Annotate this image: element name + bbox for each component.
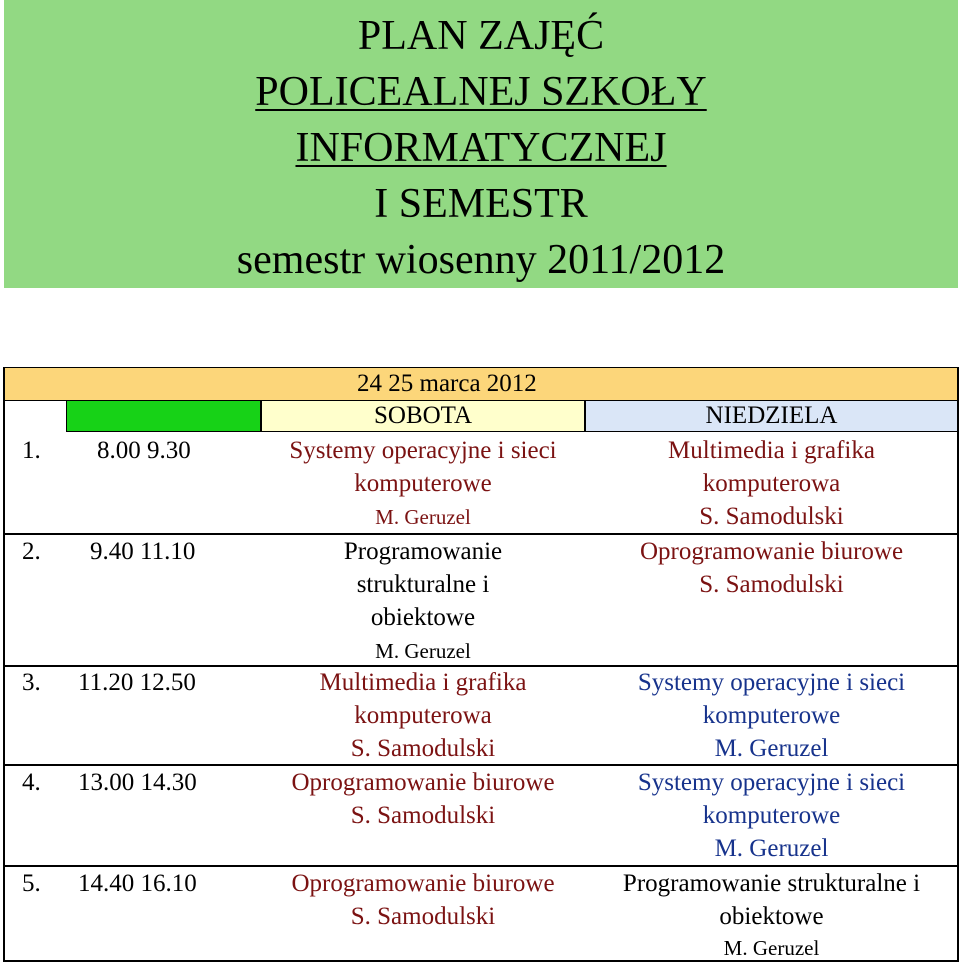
row-number: 2. [22,538,41,565]
saturday-subject: Programowanie [343,538,503,565]
sunday-teacher: M. Geruzel [714,835,829,862]
saturday-subject-cont: komputerowe [354,470,492,497]
sunday-subject: Programowanie strukturalne i [622,870,921,897]
row-number: 3. [22,669,41,696]
header-saturday: SOBOTA [373,402,472,429]
row-time: 14.40 16.10 [78,870,197,897]
row-time: 11.20 12.50 [78,669,196,696]
saturday-subject: Oprogramowanie biurowe [291,870,555,897]
row-time: 9.40 11.10 [90,538,196,565]
sunday-subject-cont: komputerowa [702,470,841,497]
saturday-teacher: M. Geruzel [375,639,471,663]
date-text: 24 25 marca 2012 [357,370,537,397]
table-left-border [3,367,5,962]
saturday-subject: Systemy operacyjne i sieci [289,437,557,464]
saturday-subject-cont: obiektowe [370,604,476,631]
title-line-4: I SEMESTR [374,181,588,227]
title-line-2-text: POLICEALNEJ SZKOŁY [255,69,707,115]
title-block [4,0,958,288]
header-green-cell [66,400,261,432]
title-line-2 [4,64,958,120]
sunday-subject-cont: komputerowe [702,702,841,729]
sunday-subject: Systemy operacyjne i sieci [637,669,906,696]
row-divider-1 [3,533,958,535]
row-number: 1. [22,437,41,464]
row-number: 4. [22,769,41,796]
sunday-subject: Multimedia i grafika [668,437,875,464]
sunday-subject: Systemy operacyjne i sieci [637,769,906,796]
saturday-subject: Oprogramowanie biurowe [291,769,555,796]
title-line-3 [4,120,958,176]
row-time: 13.00 14.30 [78,769,197,796]
row-time: 8.00 9.30 [97,437,191,464]
saturday-teacher: S. Samodulski [350,903,496,930]
sunday-subject-cont: obiektowe [719,903,824,930]
sunday-subject-cont: komputerowe [702,802,841,829]
saturday-subject-cont: strukturalne i [356,571,490,598]
saturday-teacher: S. Samodulski [350,802,496,829]
sunday-teacher: S. Samodulski [699,503,844,530]
header-sunday: NIEDZIELA [705,402,838,429]
sunday-teacher: M. Geruzel [723,936,820,960]
sunday-teacher: M. Geruzel [714,735,829,762]
title-line-3-text: INFORMATYCZNEJ [295,125,667,171]
sunday-teacher: S. Samodulski [699,571,844,598]
sunday-subject: Oprogramowanie biurowe [639,538,904,565]
title-line-5: semestr wiosenny 2011/2012 [236,237,726,283]
saturday-teacher: M. Geruzel [375,505,471,529]
title-line-1: PLAN ZAJĘĆ [357,13,605,59]
row-number: 5. [22,870,41,897]
row-divider-4 [3,865,958,867]
saturday-subject: Multimedia i grafika [319,669,527,696]
saturday-subject-cont: komputerowa [354,702,492,729]
saturday-teacher: S. Samodulski [350,735,496,762]
